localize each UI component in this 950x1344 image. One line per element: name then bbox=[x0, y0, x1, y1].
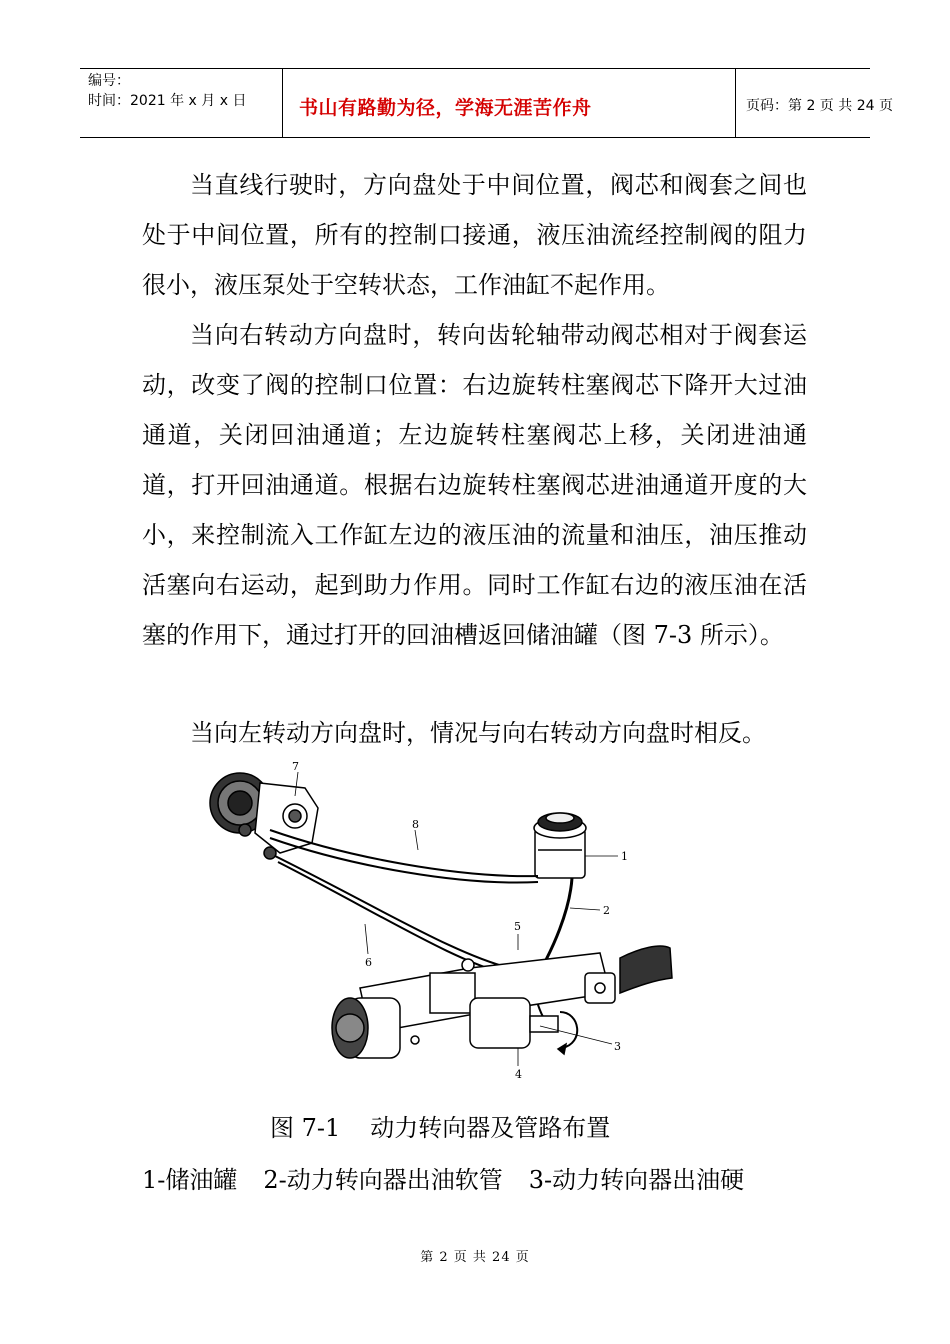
callout-4: 4 bbox=[515, 1068, 522, 1081]
header-motto-cell bbox=[282, 69, 736, 137]
callout-3: 3 bbox=[614, 1040, 621, 1053]
callout-6: 6 bbox=[365, 956, 372, 969]
paragraph-right-turn: 当向右转动方向盘时，转向齿轮轴带动阀芯相对于阀套运动，改变了阀的控制口位置：右边旋转柱塞阀芯下降开大过油通道，关闭回油通道；左边旋转柱塞阀芯上移，关闭进油通道，打开回油通道。根据右边旋转柱塞阀芯进油通道开度的大小，来控制流入工作缸左边的液压油的流量和油压，油压推动活塞向右运动，起到助力作用。同时工作缸右边的液压油在活塞的作用下，通过打开的回油槽返回储油罐（图 7-3 所示）。 bbox=[142, 321, 807, 649]
header-time-label: 时间：2021 年 x 月 x 日 bbox=[88, 93, 247, 109]
steering-system-figure bbox=[200, 758, 680, 1088]
paragraph-left-turn: 当向左转动方向盘时，情况与向右转动方向盘时相反。 bbox=[190, 719, 766, 747]
paragraph-straight-driving: 当直线行驶时，方向盘处于中间位置，阀芯和阀套之间也处于中间位置，所有的控制口接通，液压油流经控制阀的阻力很小，液压泵处于空转状态，工作油缸不起作用。 bbox=[142, 171, 807, 299]
header-meta-cell bbox=[80, 69, 282, 137]
callout-8: 8 bbox=[412, 818, 419, 831]
legend-item: 2-动力转向器出油软管 bbox=[263, 1166, 503, 1194]
steering-gear-drawing bbox=[332, 946, 672, 1058]
pump-drawing bbox=[210, 773, 318, 859]
page-footer: 第 2 页 共 24 页 bbox=[420, 1250, 530, 1265]
figure-caption bbox=[270, 1108, 610, 1148]
figure-legend bbox=[142, 1160, 744, 1200]
callout-5: 5 bbox=[514, 920, 521, 933]
header-page-cell bbox=[734, 69, 893, 137]
steering-system-drawing bbox=[200, 758, 680, 1088]
reservoir-drawing bbox=[534, 813, 586, 878]
figure-number: 图 7-1 bbox=[270, 1114, 341, 1142]
figure-title: 动力转向器及管路布置 bbox=[370, 1114, 611, 1142]
callout-2: 2 bbox=[603, 904, 610, 917]
header-number-label: 编号： bbox=[88, 73, 130, 89]
header-page-info: 页码：第 2 页 共 24 页 bbox=[746, 98, 893, 114]
legend-item: 1-储油罐 bbox=[142, 1166, 238, 1194]
legend-item: 3-动力转向器出油硬 bbox=[528, 1166, 745, 1194]
callout-1: 1 bbox=[621, 850, 628, 863]
page-header bbox=[80, 68, 893, 138]
header-motto: 书山有路勤为径，学海无涯苦作舟 bbox=[299, 97, 592, 119]
callout-7: 7 bbox=[292, 760, 299, 773]
